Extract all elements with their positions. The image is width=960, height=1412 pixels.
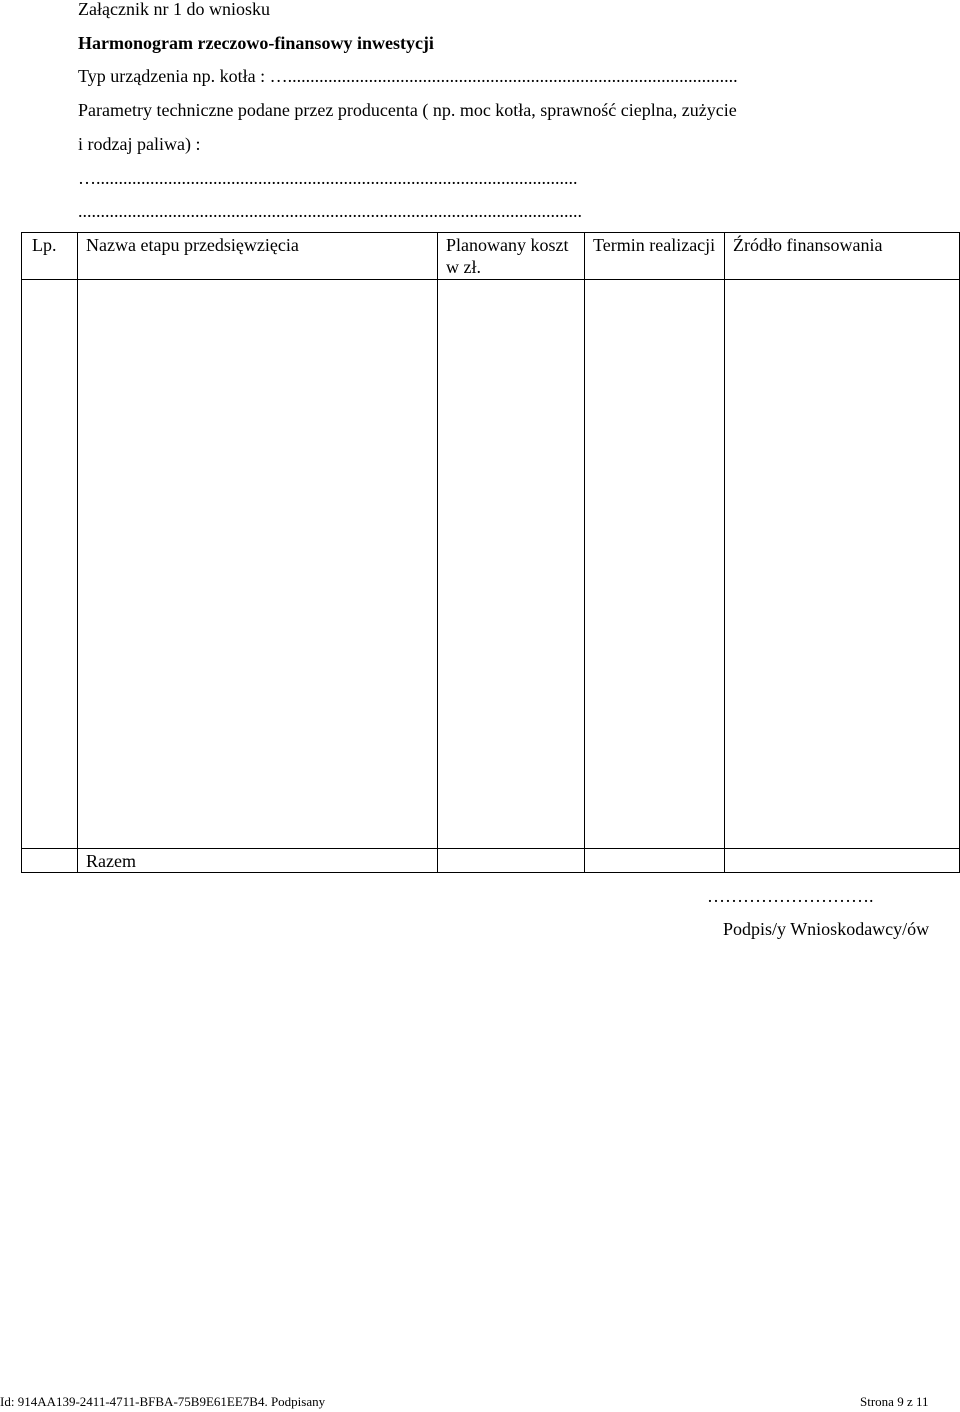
total-cell-funding[interactable] bbox=[725, 849, 960, 873]
header-deadline: Termin realizacji bbox=[585, 233, 725, 280]
header-lp: Lp. bbox=[22, 233, 78, 280]
header-planned-cost: Planowany koszt w zł. bbox=[438, 233, 585, 280]
cell-deadline[interactable] bbox=[585, 280, 725, 849]
cell-stage-name[interactable] bbox=[78, 280, 438, 849]
total-cell-lp bbox=[22, 849, 78, 873]
technical-params-line-2: i rodzaj paliwa) : bbox=[78, 134, 201, 154]
total-label: Razem bbox=[78, 849, 438, 873]
schedule-table bbox=[21, 232, 960, 873]
signature-label: Podpis/y Wnioskodawcy/ów bbox=[723, 919, 930, 939]
table-total-row bbox=[22, 849, 960, 873]
header-funding-source: Źródło finansowania bbox=[725, 233, 960, 280]
document-title: Harmonogram rzeczowo-finansowy inwestycji bbox=[78, 33, 434, 53]
device-type-line: Typ urządzenia np. kotła : ….................................................................................................... bbox=[78, 66, 738, 86]
fill-in-dots-line-1: …........................................................................................................... bbox=[78, 168, 578, 188]
header-stage-name: Nazwa etapu przedsięwzięcia bbox=[78, 233, 438, 280]
total-cell-cost[interactable] bbox=[438, 849, 585, 873]
cell-funding-source[interactable] bbox=[725, 280, 960, 849]
footer-page-number: Strona 9 z 11 bbox=[860, 1394, 929, 1409]
technical-params-line-1: Parametry techniczne podane przez producenta ( np. moc kotła, sprawność cieplna, zużycie bbox=[78, 100, 737, 120]
footer-document-id: Id: 914AA139-2411-4711-BFBA-75B9E61EE7B4. Podpisany bbox=[0, 1394, 326, 1409]
total-cell-deadline[interactable] bbox=[585, 849, 725, 873]
cell-planned-cost[interactable] bbox=[438, 280, 585, 849]
cell-lp[interactable] bbox=[22, 280, 78, 849]
table-header-row bbox=[22, 233, 960, 280]
attachment-label: Załącznik nr 1 do wniosku bbox=[78, 0, 270, 19]
fill-in-dots-line-2: ................................................................................................................ bbox=[78, 201, 582, 221]
signature-line: ………………………. bbox=[707, 886, 874, 906]
table-body-row bbox=[22, 280, 960, 849]
